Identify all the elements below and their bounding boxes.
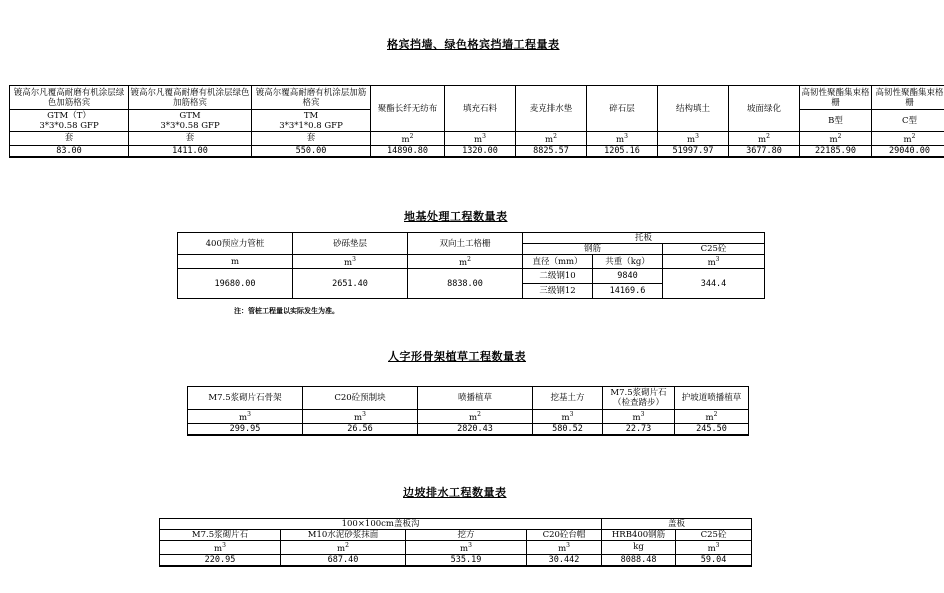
t2-r2-weight: 14169.6 [593, 284, 663, 299]
t3-h-excavation: 挖基土方 [533, 387, 603, 410]
t2-v-gravel: 2651.40 [293, 269, 408, 299]
t2-v-pile: 19680.00 [178, 269, 293, 299]
t2-u-c25: $m^3$ [663, 255, 765, 269]
t1-h-fill-stone: 填充石料 [445, 86, 516, 132]
t4-value: 30.442 [527, 554, 602, 566]
t1-value: 1320.00 [445, 145, 516, 157]
t2-title: 地基处理工程数量表 [404, 210, 508, 223]
t1-value: 83.00 [10, 145, 129, 157]
t4-value: 535.19 [406, 554, 527, 566]
t2-h-slab: 托板 [523, 233, 765, 244]
t2-h-rebar: 钢筋 [523, 244, 663, 255]
t4-h-plaster: M10水泥砂浆抹面 [281, 530, 406, 541]
t2-u-pile: m [178, 255, 293, 269]
t1-h-gtm-t: 镀高尔凡覆高耐磨有机涂层绿色加筋格宾 [10, 86, 129, 110]
t3-h-hydroseed: 喷播植草 [418, 387, 533, 410]
t3-value: 580.52 [533, 423, 603, 435]
t3-unit: $m^3$ [603, 410, 675, 424]
t1-h-fill-soil: 结构填土 [658, 86, 729, 132]
t2-h-geogrid: 双向土工格栅 [408, 233, 523, 255]
t4-h-excavation: 挖方 [406, 530, 527, 541]
t1-value: 51997.97 [658, 145, 729, 157]
t2-v-c25: 344.4 [663, 269, 765, 299]
t1-unit: $m^3$ [587, 132, 658, 146]
t4-unit: $m^2$ [281, 541, 406, 555]
t3-h-steps: M7.5浆砌片石 （检查踏步） [603, 387, 675, 410]
t3-value: 245.50 [675, 423, 749, 435]
t1-spec-gtm: GTM 3*3*0.58 GFP [129, 110, 252, 132]
t1-spec-grid-b: B型 [800, 110, 872, 132]
t3-unit: $m^2$ [418, 410, 533, 424]
t4-value: 220.95 [160, 554, 281, 566]
t3-title: 人字形骨架植草工程数量表 [388, 350, 526, 363]
t1-value: 8825.57 [516, 145, 587, 157]
t1-h-grid-c: 高韧性聚酯集束格栅 [872, 86, 944, 110]
t2-h-pile: 400预应力管桩 [178, 233, 293, 255]
t2-v-geogrid: 8838.00 [408, 269, 523, 299]
t4-h-c25: C25砼 [676, 530, 752, 541]
t4-h-cover: 盖板 [602, 519, 752, 530]
t1-unit: 套 [252, 132, 371, 146]
t1-h-drain-mat: 麦克排水垫 [516, 86, 587, 132]
t4-h-masonry: M7.5浆砌片石 [160, 530, 281, 541]
t1-h-tm: 镀高尔覆高耐磨有机涂层加筋格宾 [252, 86, 371, 110]
t1-value: 14890.80 [371, 145, 445, 157]
t1-unit: $m^2$ [800, 132, 872, 146]
t4-value: 687.40 [281, 554, 406, 566]
t1-unit: $m^2$ [872, 132, 944, 146]
t1-value: 22185.90 [800, 145, 872, 157]
t1-unit: $m^2$ [729, 132, 800, 146]
t4-table [159, 518, 752, 567]
t2-r2-dia: 三级钢12 [523, 284, 593, 299]
t1-table [9, 85, 944, 158]
t1-spec-grid-c: C型 [872, 110, 944, 132]
t1-title: 格宾挡墙、绿色格宾挡墙工程量表 [387, 38, 560, 51]
t4-h-rebar: HRB400钢筋 [602, 530, 676, 541]
t1-value: 1411.00 [129, 145, 252, 157]
t3-unit: $m^3$ [533, 410, 603, 424]
t1-h-greening: 坡面绿化 [729, 86, 800, 132]
t1-value: 3677.80 [729, 145, 800, 157]
t3-unit: $m^3$ [303, 410, 418, 424]
t2-u-gravel: $m^3$ [293, 255, 408, 269]
t4-value: 8088.48 [602, 554, 676, 566]
t2-h-weight: 共重（kg） [593, 255, 663, 269]
t2-u-geogrid: $m^2$ [408, 255, 523, 269]
t1-h-geotextile: 聚酯长纤无纺布 [371, 86, 445, 132]
t1-unit: 套 [129, 132, 252, 146]
t3-h-precast: C20砼预制块 [303, 387, 418, 410]
t4-h-cap: C20砼台帽 [527, 530, 602, 541]
t3-value: 299.95 [188, 423, 303, 435]
t1-h-grid-b: 高韧性聚酯集束格栅 [801, 87, 870, 108]
t1-unit: 套 [10, 132, 129, 146]
t1-h-gtm: 镀高尔凡覆高耐磨有机涂层绿色加筋格宾 [130, 87, 250, 108]
t2-r1-weight: 9840 [593, 269, 663, 284]
t4-unit: kg [602, 541, 676, 555]
t1-value: 1205.16 [587, 145, 658, 157]
t3-value: 2820.43 [418, 423, 533, 435]
t1-unit: $m^3$ [445, 132, 516, 146]
t1-unit: $m^2$ [371, 132, 445, 146]
t2-h-c25: C25砼 [663, 244, 765, 255]
t2-h-dia: 直径（mm） [523, 255, 593, 269]
t4-title: 边坡排水工程数量表 [403, 486, 507, 499]
t4-unit: $m^3$ [527, 541, 602, 555]
t3-h-berm-seed: 护坡道喷播植草 [675, 387, 749, 410]
t4-h-ditch: 100×100cm盖板沟 [160, 519, 602, 530]
t1-unit: $m^3$ [658, 132, 729, 146]
t4-unit: $m^3$ [160, 541, 281, 555]
t2-note: 注：管桩工程量以实际发生为准。 [234, 307, 339, 315]
t1-spec-tm: TM 3*3*1*0.8 GFP [252, 110, 371, 132]
t4-unit: $m^3$ [676, 541, 752, 555]
t1-value: 550.00 [252, 145, 371, 157]
t3-value: 22.73 [603, 423, 675, 435]
t4-unit: $m^3$ [406, 541, 527, 555]
t3-unit: $m^2$ [675, 410, 749, 424]
t1-unit: $m^2$ [516, 132, 587, 146]
t3-unit: $m^3$ [188, 410, 303, 424]
t1-spec-gtm-t: GTM（T） 3*3*0.58 GFP [10, 110, 129, 132]
t2-h-gravel: 砂砾垫层 [293, 233, 408, 255]
t3-table [187, 386, 749, 436]
t2-table [177, 232, 765, 299]
t4-value: 59.04 [676, 554, 752, 566]
t1-value: 29040.00 [872, 145, 944, 157]
t1-h-gravel: 碎石层 [587, 86, 658, 132]
t3-value: 26.56 [303, 423, 418, 435]
t3-h-skeleton: M7.5浆砌片石骨架 [188, 387, 303, 410]
t2-r1-dia: 二级钢10 [523, 269, 593, 284]
